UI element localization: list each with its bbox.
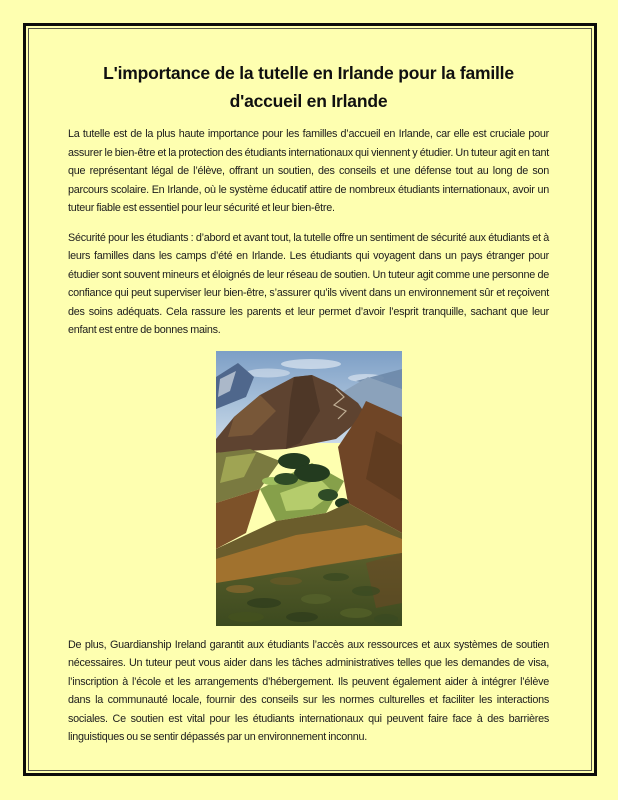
scrub-texture — [286, 612, 318, 622]
page-title — [68, 59, 549, 115]
scrub-texture — [247, 598, 281, 608]
title-line-2: d'accueil en Irlande — [229, 91, 388, 111]
page-border-inner — [28, 28, 592, 771]
scrub-texture — [374, 614, 398, 624]
cloud — [281, 359, 341, 369]
conifer-wood — [318, 489, 338, 501]
scrub-texture — [228, 612, 264, 622]
scrub-texture — [340, 608, 372, 618]
conifer-wood — [294, 464, 330, 482]
ireland-valley-photo-illustration — [216, 351, 402, 626]
title-line-1: L'importance de la tutelle en Irlande pour la famille — [103, 63, 514, 83]
scrub-texture — [301, 594, 331, 604]
scrub-texture — [323, 573, 349, 581]
page-border — [23, 23, 597, 776]
scrub-texture — [226, 585, 254, 593]
landscape-photo — [216, 351, 402, 626]
scrub-texture — [270, 577, 302, 585]
page-content — [29, 29, 591, 770]
paragraph-resources-support: De plus, Guardianship Ireland garantit aux étudiants l’accès aux ressources et aux systèmes de soutien nécessaires. Un tuteur peut vous aider dans les tâches administratives telles que les demandes de visa, l’inscription à l’école et les arrangements d’hébergement. Ils peuvent également aider à intégrer l’élève dans la communauté locale, fournir des conseils sur les normes culturelles et faciliter les interactions sociales. Ce soutien est vital pour les étudiants internationaux qui peuvent faire face à des barrières linguistiques ou se sentir dépassés par un environnement inconnu. — [68, 638, 549, 743]
conifer-wood — [274, 473, 298, 485]
paragraph-guardianship-importance: La tutelle est de la plus haute importance pour les familles d’accueil en Irlande, car elle est cruciale pour assurer le bien-être et la protection des étudiants internationaux qui viennent y étudier. Un tuteur agit en tant que représentant légal de l’élève, offrant un soutien, des conseils et une défense tout au long de son parcours scolaire. En Irlande, où le système éducatif attire de nombreux étudiants internationaux, avoir un tuteur fiable est essentiel pour leur sécurité et leur bien-être. — [68, 128, 549, 214]
scrub-texture — [352, 586, 380, 596]
paragraph-student-safety: Sécurité pour les étudiants : d’abord et avant tout, la tutelle offre un sentiment de sécurité aux étudiants et à leurs familles dans les camps d’été en Irlande. Les étudiants qui voyagent dans un pays étranger pour étudier sont souvent mineurs et éloignés de leur réseau de soutien. Un tuteur agit comme une personne de confiance qui peut superviser leur bien-être, s’assurer qu’ils vivent dans un environnement sûr et reçoivent des soins adéquats. Cela rassure les parents et leur permet d’avoir l’esprit tranquille, sachant que leur enfant est entre de bonnes mains. — [68, 231, 549, 336]
